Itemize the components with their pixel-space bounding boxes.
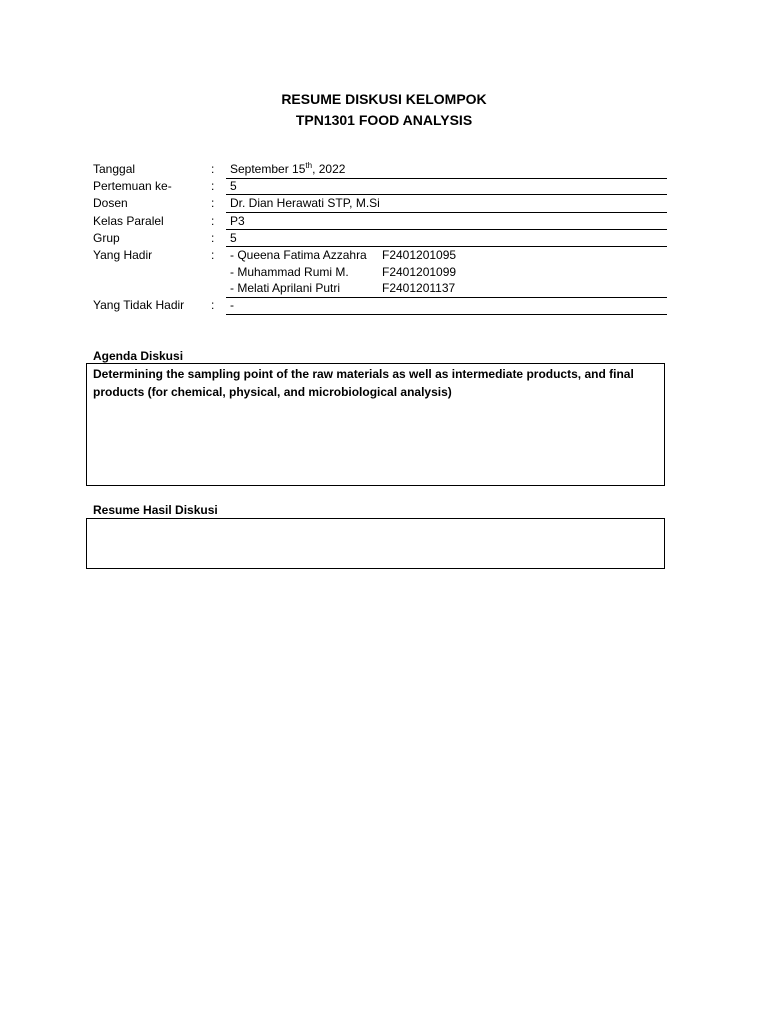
field-colon: : [211,248,215,262]
attendee-nim: F2401201099 [382,265,457,279]
field-label-tidak-hadir: Yang Tidak Hadir [93,298,185,312]
field-label-hadir: Yang Hadir [93,248,153,262]
underline-tidak-hadir [226,314,667,315]
field-value-dosen: Dr. Dian Herawati STP, M.Si [230,196,380,210]
underline-pertemuan [226,194,667,195]
field-label-tanggal: Tanggal [93,162,136,176]
field-value-kelas: P3 [230,214,245,228]
field-label-grup: Grup [93,231,120,245]
tanggal-year: , 2022 [312,162,346,176]
resume-box [86,518,665,569]
field-label-pertemuan: Pertemuan ke- [93,179,172,193]
field-label-dosen: Dosen [93,196,128,210]
page-title: RESUME DISKUSI KELOMPOK [281,91,487,107]
field-value-tanggal [230,162,345,177]
underline-grup [226,246,667,247]
attendee-name: - Queena Fatima Azzahra [230,248,367,262]
resume-heading: Resume Hasil Diskusi [93,503,218,517]
field-colon: : [211,179,215,193]
attendee-name: - Muhammad Rumi M. [230,265,349,279]
field-value-grup: 5 [230,231,237,245]
field-colon: : [211,231,215,245]
field-colon: : [211,298,215,312]
underline-kelas [226,229,667,230]
page-subtitle: TPN1301 FOOD ANALYSIS [295,112,473,128]
field-colon: : [211,196,215,210]
tanggal-suffix: th [305,161,313,170]
tanggal-date: September 15 [230,162,306,176]
attendee-nim: F2401201137 [382,281,456,295]
underline-hadir [226,297,667,298]
agenda-heading: Agenda Diskusi [93,349,184,363]
field-colon: : [211,162,215,176]
field-value-tidak-hadir: - [230,298,234,312]
field-colon: : [211,214,215,228]
agenda-text: Determining the sampling point of the raw materials as well as intermediate products, and final products (for chemical, physical, and microbiological analysis) [93,367,634,399]
attendee-nim: F2401201095 [382,248,457,262]
underline-tanggal [226,178,667,179]
field-label-kelas: Kelas Paralel [93,214,164,228]
attendee-name: - Melati Aprilani Putri [230,281,341,295]
underline-dosen [226,212,667,213]
field-value-pertemuan: 5 [230,179,237,193]
